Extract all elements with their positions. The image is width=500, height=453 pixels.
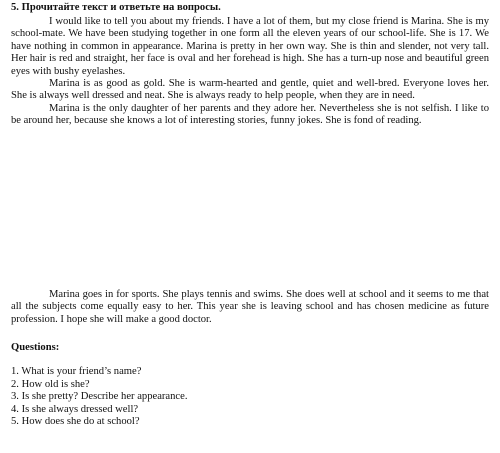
- text-section-2: [11, 289, 489, 326]
- question-item: 4. Is she always dressed well?: [11, 403, 139, 415]
- paragraph-3: Marina is the only daughter of her parents and they adore her. Nevertheless she is not selfish. I like to be around her, because she knows a lot of interesting stories, funny jokes. She is fond of reading.: [11, 102, 489, 127]
- question-item: 2. How old is she?: [11, 378, 90, 390]
- question-item: 5. How does she do at school?: [11, 416, 140, 428]
- paragraph-1: I would like to tell you about my friends. I have a lot of them, but my close friend is Marina. She is my school-mate. We have been studying together in one form all the eleven years of our school-life. She is 17. We have nothing in common in appearance. Marina is pretty in her own way. She is thin and slender, not very tall. Her hair is red and straight, her face is oval and her forehead is high. She has a turn-up nose and beautiful green eyes with bushy eyelashes.: [11, 16, 489, 77]
- questions-title: Questions:: [11, 342, 60, 353]
- exercise-heading: 5. Прочитайте текст и ответьте на вопросы.: [11, 2, 221, 13]
- question-item: 1. What is your friend’s name?: [11, 366, 142, 377]
- question-item: 3. Is she pretty? Describe her appearance.: [11, 391, 188, 403]
- text-section-1: [11, 16, 489, 128]
- paragraph-2: Marina is as good as gold. She is warm-hearted and gentle, quiet and well-bred. Everyone loves her. She is always well dressed and neat. She is always ready to help people, when they are in need.: [11, 78, 489, 102]
- questions-list: [11, 366, 187, 429]
- paragraph-4: Marina goes in for sports. She plays tennis and swims. She does well at school and it seems to me that all the subjects come equally easy to her. This year she is leaving school and has chosen medicine as future profession. I hope she will make a good doctor.: [11, 289, 489, 325]
